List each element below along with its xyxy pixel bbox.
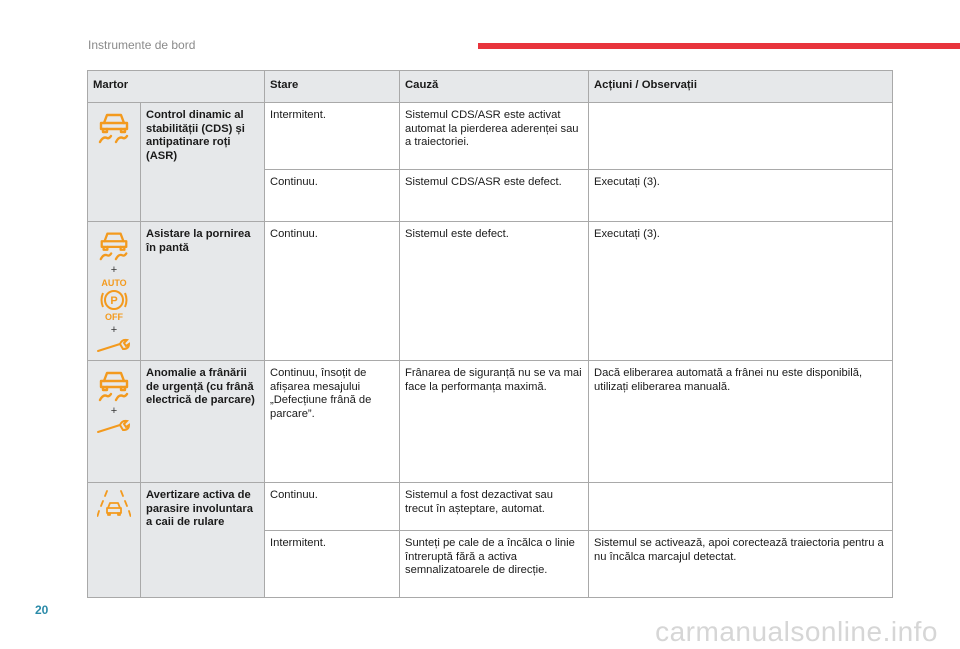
indicator-icon-cell xyxy=(88,361,141,483)
auto-label: AUTO xyxy=(101,278,127,288)
header-martor: Martor xyxy=(88,71,265,103)
watermark: carmanualsonline.info xyxy=(655,616,938,647)
actiuni-cell: Sistemul se activează, apoi corectează traiectoria pentru a nu încălca marcajul detectat. xyxy=(589,531,893,598)
cauza-cell: Sistemul CDS/ASR este defect. xyxy=(400,170,589,222)
cauza-cell: Sistemul a fost dezactivat sau trecut în așteptare, automat. xyxy=(400,483,589,531)
indicator-table xyxy=(87,70,893,598)
car-skid-icon xyxy=(97,109,131,145)
stare-cell: Intermitent. xyxy=(265,103,400,170)
indicator-icon-cell xyxy=(88,222,141,361)
actiuni-cell xyxy=(589,103,893,170)
cauza-cell: Sunteți pe cale de a încălca o linie întreruptă fără a activa semnalizatoarele de direcție. xyxy=(400,531,589,598)
header-accent-bar xyxy=(478,43,960,49)
stare-cell: Continuu, însoțit de afișarea mesajului „Defecțiune frână de parcare”. xyxy=(265,361,400,483)
plus-sign: + xyxy=(110,264,118,276)
actiuni-cell: Dacă eliberarea automată a frânei nu este disponibilă, utilizați eliberarea manuală. xyxy=(589,361,893,483)
page-number: 20 xyxy=(35,603,49,617)
cauza-cell: Frânarea de siguranță nu se va mai face la performanța maximă. xyxy=(400,361,589,483)
indicator-name: Asistare la pornirea în pantă xyxy=(141,222,265,361)
stare-cell: Continuu. xyxy=(265,170,400,222)
actiuni-cell: Executați (3). xyxy=(589,170,893,222)
indicator-icon-cell xyxy=(88,483,141,598)
lane-departure-icon xyxy=(97,489,131,521)
cauza-cell: Sistemul CDS/ASR este activat automat la pierderea aderenței sau a traiectoriei. xyxy=(400,103,589,170)
table-row xyxy=(88,483,893,531)
indicator-icon-cell xyxy=(88,103,141,222)
auto-parking-brake-off-icon xyxy=(97,278,131,322)
plus-sign: + xyxy=(110,324,118,336)
indicator-name: Control dinamic al stabilității (CDS) și antipatinare roți (ASR) xyxy=(141,103,265,222)
car-skid-icon xyxy=(97,228,131,262)
stare-cell: Continuu. xyxy=(265,483,400,531)
section-title: Instrumente de bord xyxy=(88,38,196,52)
actiuni-cell xyxy=(589,483,893,531)
table-row xyxy=(88,361,893,483)
stare-cell: Intermitent. xyxy=(265,531,400,598)
table-row xyxy=(88,222,893,361)
header-cauza: Cauză xyxy=(400,71,589,103)
indicator-name: Anomalie a frânării de urgență (cu frână electrică de parcare) xyxy=(141,361,265,483)
cauza-cell: Sistemul este defect. xyxy=(400,222,589,361)
plus-sign: + xyxy=(110,405,118,417)
indicator-name: Avertizare activa de parasire involuntara a caii de rulare xyxy=(141,483,265,598)
car-skid-icon xyxy=(97,367,131,403)
stare-cell: Continuu. xyxy=(265,222,400,361)
actiuni-cell: Executați (3). xyxy=(589,222,893,361)
wrench-icon xyxy=(96,419,132,435)
table-header-row xyxy=(88,71,893,103)
header-actiuni: Acțiuni / Observații xyxy=(589,71,893,103)
table-row xyxy=(88,103,893,170)
header-stare: Stare xyxy=(265,71,400,103)
wrench-icon xyxy=(96,338,132,354)
off-label: OFF xyxy=(105,312,123,322)
p-label: P xyxy=(110,295,118,307)
